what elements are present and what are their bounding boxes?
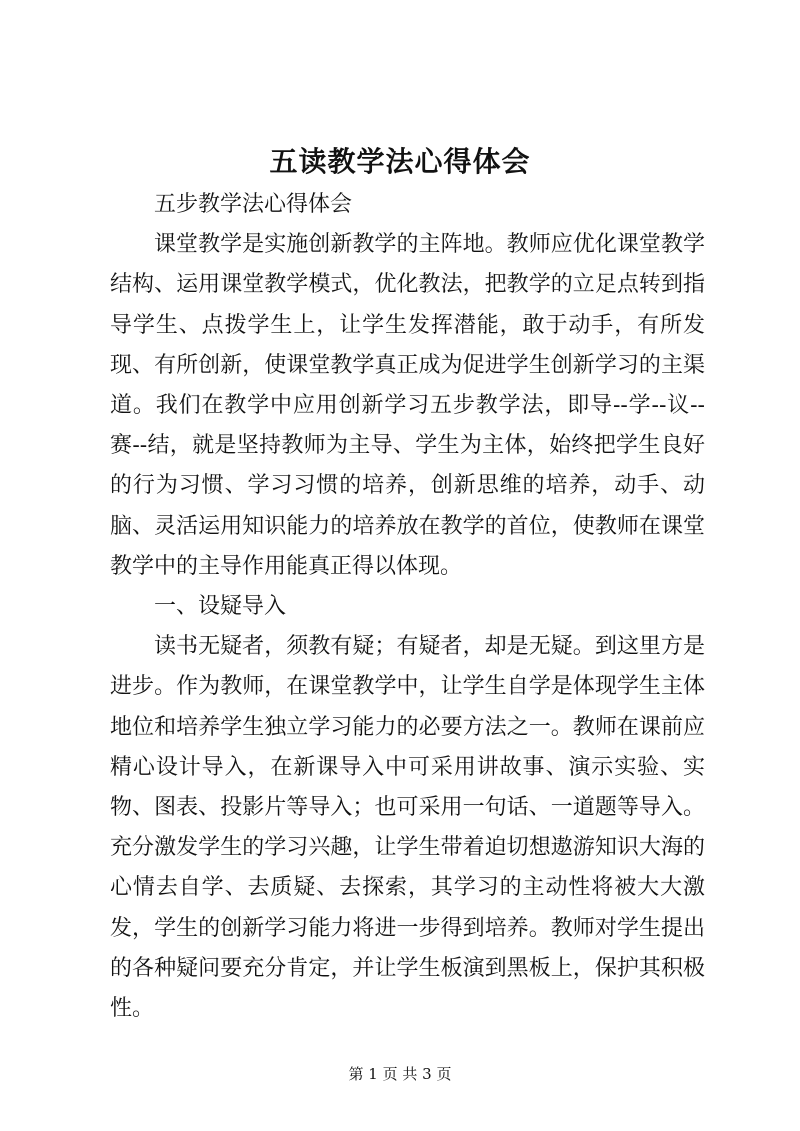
document-title: 五读教学法心得体会 (269, 145, 531, 178)
body-paragraph: 课堂教学是实施创新教学的主阵地。教师应优化课堂教学结构、运用课堂教学模式，优化教法，把教学的立足点转到指导学生、点拨学生上，让学生发挥潜能，敢于动手，有所发现、有所创新，使课堂教学真正成为促进学生创新学习的主渠道。我们在教学中应用创新学习五步教学法，即导--学--议--赛--结，就是坚持教师为主导、学生为主体，始终把学生良好的行为习惯、学习习惯的培养，创新思维的培养，动手、动脑、灵活运用知识能力的培养放在教学的首位，使教师在课堂教学中的主导作用能真正得以体现。 (110, 232, 705, 579)
body-paragraph: 读书无疑者，须教有疑；有疑者，却是无疑。到这里方是进步。作为教师，在课堂教学中，让学生自学是体现学生主体地位和培养学生独立学习能力的必要方法之一。教师在课前应精心设计导入，在新课导入中可采用讲故事、演示实验、实物、图表、投影片等导入；也可采用一句话、一道题等导入。充分激发学生的学习兴趣，让学生带着迫切想遨游知识大海的心情去自学、去质疑、去探索，其学习的主动性将被大大激发，学生的创新学习能力将进一步得到培养。教师对学生提出的各种疑问要充分肯定，并让学生板演到黑板上，保护其积极性。 (110, 634, 705, 1022)
section-heading: 一、设疑导入 (154, 594, 287, 620)
page-footer: 第 1 页 共 3 页 (348, 1065, 452, 1083)
subtitle-paragraph: 五步教学法心得体会 (154, 192, 353, 217)
document-body (110, 185, 705, 1029)
